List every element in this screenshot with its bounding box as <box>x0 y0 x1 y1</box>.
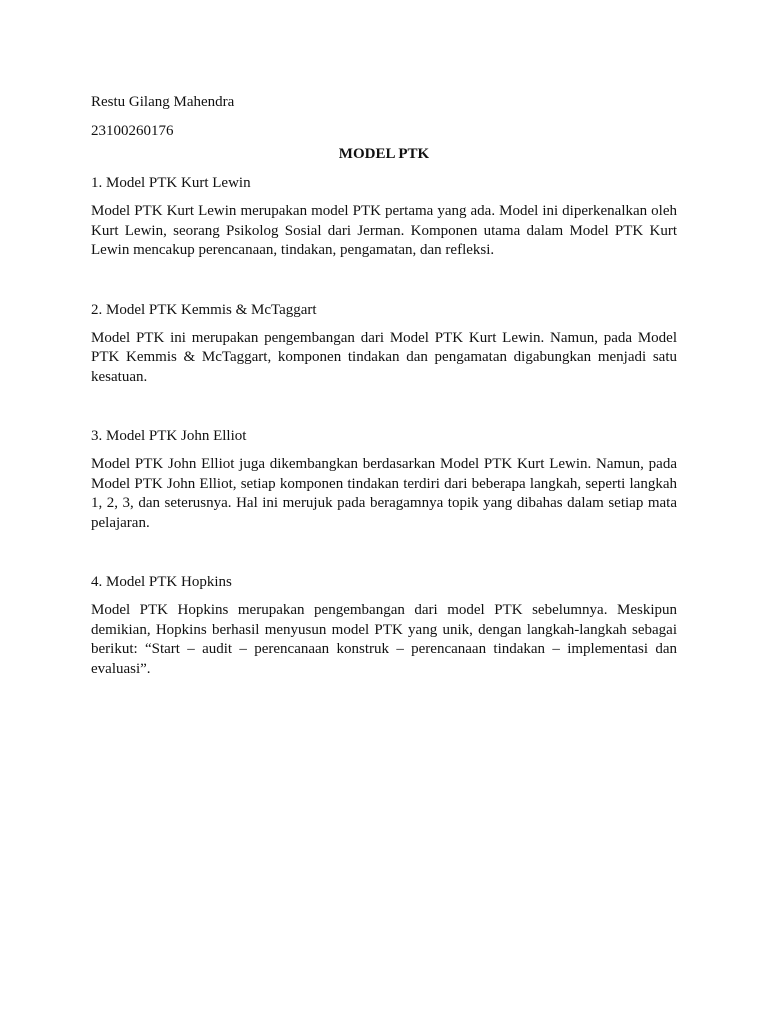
section-body: Model PTK Kurt Lewin merupakan model PTK pertama yang ada. Model ini diperkenalkan oleh Kurt Lewin, seorang Psikolog Sosial dari Jerman. Komponen utama dalam Model PTK Kurt Lewin mencakup perencanaan, tindakan, pengamatan, dan refleksi. <box>91 203 677 258</box>
section-body: Model PTK John Elliot juga dikembangkan berdasarkan Model PTK Kurt Lewin. Namun, pada Model PTK John Elliot, setiap komponen tindakan terdiri dari beberapa langkah, seperti langkah 1, 2, 3, dan seterusnya. Hal ini merujuk pada beragamnya topik yang dibahas dalam setiap mata pelajaran. <box>91 456 677 531</box>
section-body: Model PTK ini merupakan pengembangan dari Model PTK Kurt Lewin. Namun, pada Model PTK Kemmis & McTaggart, komponen tindakan dan pengamatan digabungkan menjadi satu kesatuan. <box>91 329 677 385</box>
section-john-elliot <box>91 426 677 533</box>
document-title: MODEL PTK <box>338 146 430 162</box>
author-name: Restu Gilang Mahendra <box>91 94 235 110</box>
section-heading: 3. Model PTK John Elliot <box>91 428 247 444</box>
section-heading: 4. Model PTK Hopkins <box>91 574 232 590</box>
section-kurt-lewin <box>91 173 677 261</box>
section-kemmis-mctaggart <box>91 300 677 388</box>
section-heading: 1. Model PTK Kurt Lewin <box>91 175 251 191</box>
student-id: 23100260176 <box>91 123 174 139</box>
document-content <box>91 92 677 679</box>
section-hopkins <box>91 572 677 679</box>
section-body: Model PTK Hopkins merupakan pengembangan dari model PTK sebelumnya. Meskipun demikian, Hopkins berhasil menyusun model PTK yang unik, dengan langkah-langkah sebagai berikut: “Start – audit – perencanaan konstruk – perencanaan tindakan – implementasi dan evaluasi”. <box>91 602 677 677</box>
section-heading: 2. Model PTK Kemmis & McTaggart <box>91 301 317 318</box>
